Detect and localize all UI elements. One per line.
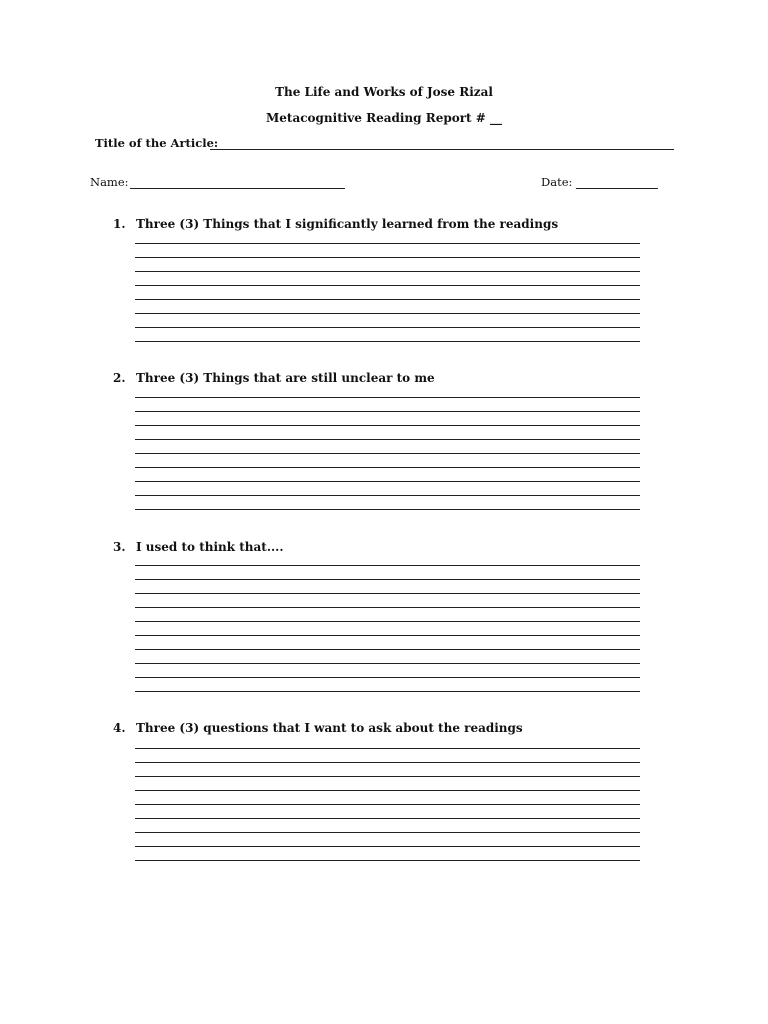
course-title: The Life and Works of Jose Rizal — [275, 85, 493, 99]
answer-line[interactable] — [135, 257, 640, 258]
answer-line[interactable] — [135, 495, 640, 496]
answer-line[interactable] — [135, 691, 640, 692]
answer-line[interactable] — [135, 285, 640, 286]
answer-line[interactable] — [135, 509, 640, 510]
answer-line[interactable] — [135, 748, 640, 749]
answer-line[interactable] — [135, 593, 640, 594]
answer-line[interactable] — [135, 621, 640, 622]
question-number: 4. — [113, 721, 126, 735]
answer-line[interactable] — [135, 397, 640, 398]
question-text: I used to think that.... — [136, 540, 284, 554]
answer-line[interactable] — [135, 411, 640, 412]
answer-line[interactable] — [135, 832, 640, 833]
question-number: 2. — [113, 371, 126, 385]
answer-line[interactable] — [135, 425, 640, 426]
answer-line[interactable] — [135, 762, 640, 763]
answer-line[interactable] — [135, 607, 640, 608]
date-field[interactable] — [576, 188, 658, 189]
answer-line[interactable] — [135, 243, 640, 244]
report-title: Metacognitive Reading Report # __ — [265, 111, 502, 125]
answer-line[interactable] — [135, 635, 640, 636]
question-text: Three (3) questions that I want to ask about the readings — [136, 721, 523, 735]
question-text: Three (3) Things that are still unclear to me — [136, 371, 435, 385]
answer-line[interactable] — [135, 649, 640, 650]
answer-line[interactable] — [135, 481, 640, 482]
answer-line[interactable] — [135, 818, 640, 819]
answer-line[interactable] — [135, 327, 640, 328]
answer-line[interactable] — [135, 467, 640, 468]
answer-line[interactable] — [135, 565, 640, 566]
date-label: Date: — [541, 175, 573, 189]
answer-line[interactable] — [135, 299, 640, 300]
answer-line[interactable] — [135, 663, 640, 664]
answer-line[interactable] — [135, 790, 640, 791]
name-label: Name: — [90, 175, 129, 189]
answer-line[interactable] — [135, 804, 640, 805]
answer-line[interactable] — [135, 677, 640, 678]
question-number: 3. — [113, 540, 126, 554]
article-title-field[interactable] — [210, 149, 674, 150]
article-title-label: Title of the Article: — [95, 136, 219, 150]
question-number: 1. — [113, 217, 126, 231]
answer-line[interactable] — [135, 860, 640, 861]
answer-line[interactable] — [135, 846, 640, 847]
answer-line[interactable] — [135, 271, 640, 272]
answer-line[interactable] — [135, 776, 640, 777]
answer-line[interactable] — [135, 453, 640, 454]
answer-line[interactable] — [135, 313, 640, 314]
question-text: Three (3) Things that I significantly learned from the readings — [136, 217, 559, 231]
answer-line[interactable] — [135, 439, 640, 440]
answer-line[interactable] — [135, 579, 640, 580]
name-field[interactable] — [130, 188, 345, 189]
answer-line[interactable] — [135, 341, 640, 342]
